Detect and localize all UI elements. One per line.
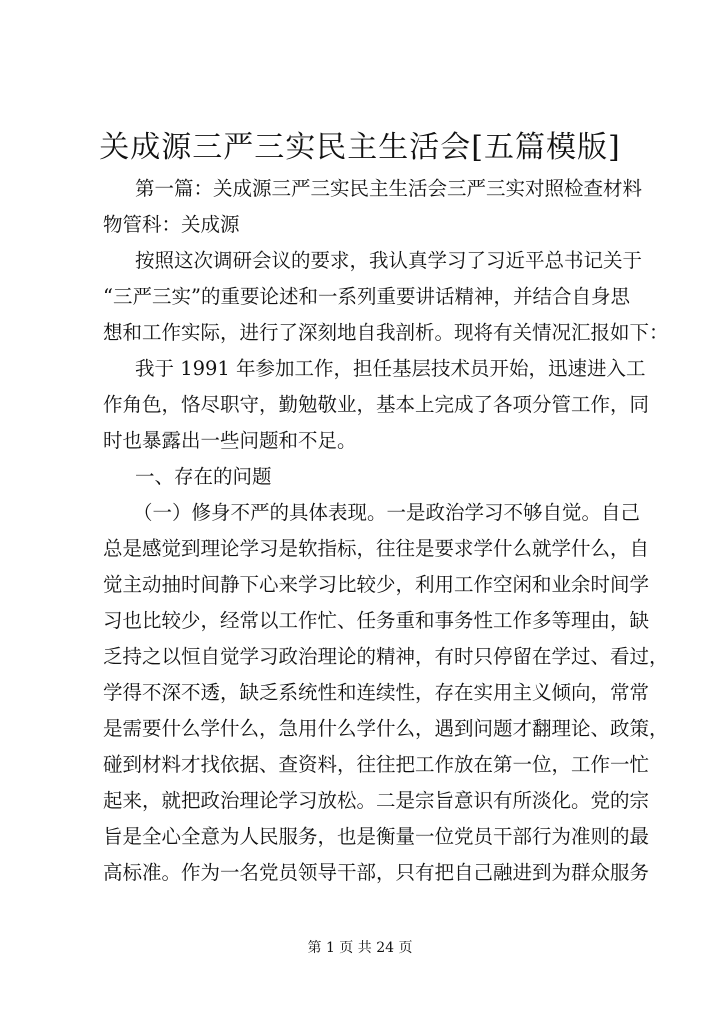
paragraph-line: 学得不深不透，缺乏系统性和连续性，存在实用主义倾向，常常 xyxy=(103,681,650,704)
paragraph-line: 按照这次调研会议的要求，我认真学习了习近平总书记关于 xyxy=(135,249,643,272)
paragraph-line: 习也比较少，经常以工作忙、任务重和事务性工作多等理由，缺 xyxy=(103,609,650,632)
paragraph-line: 时也暴露出一些问题和不足。 xyxy=(103,429,357,452)
paragraph-line: 乏持之以恒自觉学习政治理论的精神，有时只停留在学过、看过， xyxy=(103,645,669,668)
paragraph-line: 是需要什么学什么，急用什么学什么，遇到问题才翻理论、政策， xyxy=(103,717,669,740)
author-line: 物管科：关成源 xyxy=(103,213,240,236)
paragraph-line: （一）修身不严的具体表现。一是政治学习不够自觉。自己 xyxy=(133,501,641,524)
paragraph-line: 起来，就把政治理论学习放松。二是宗旨意识有所淡化。党的宗 xyxy=(103,789,650,812)
paragraph-line: 碰到材料才找依据、查资料，往往把工作放在第一位，工作一忙 xyxy=(103,753,650,776)
section-heading: 第一篇：关成源三严三实民主生活会三严三实对照检查材料 xyxy=(135,177,643,200)
document-title: 关成源三严三实民主生活会[五篇模版] xyxy=(99,130,621,165)
subsection-heading: 一、存在的问题 xyxy=(135,465,272,488)
paragraph-line: 作角色，恪尽职守，勤勉敬业，基本上完成了各项分管工作，同 xyxy=(103,393,650,416)
paragraph-line: 想和工作实际，进行了深刻地自我剖析。现将有关情况汇报如下： xyxy=(103,321,669,344)
paragraph-line: 觉主动抽时间静下心来学习比较少，利用工作空闲和业余时间学 xyxy=(103,573,650,596)
paragraph-line: 旨是全心全意为人民服务，也是衡量一位党员干部行为准则的最 xyxy=(103,825,650,848)
page-footer: 第 1 页 共 24 页 xyxy=(307,940,413,956)
paragraph-line: 总是感觉到理论学习是软指标，往往是要求学什么就学什么，自 xyxy=(103,537,650,560)
paragraph-line: 我于 1991 年参加工作，担任基层技术员开始，迅速进入工 xyxy=(135,357,646,380)
paragraph-line: “三严三实”的重要论述和一系列重要讲话精神，并结合自身思 xyxy=(103,285,630,308)
paragraph-line: 高标准。作为一名党员领导干部，只有把自己融进到为群众服务 xyxy=(103,861,650,884)
